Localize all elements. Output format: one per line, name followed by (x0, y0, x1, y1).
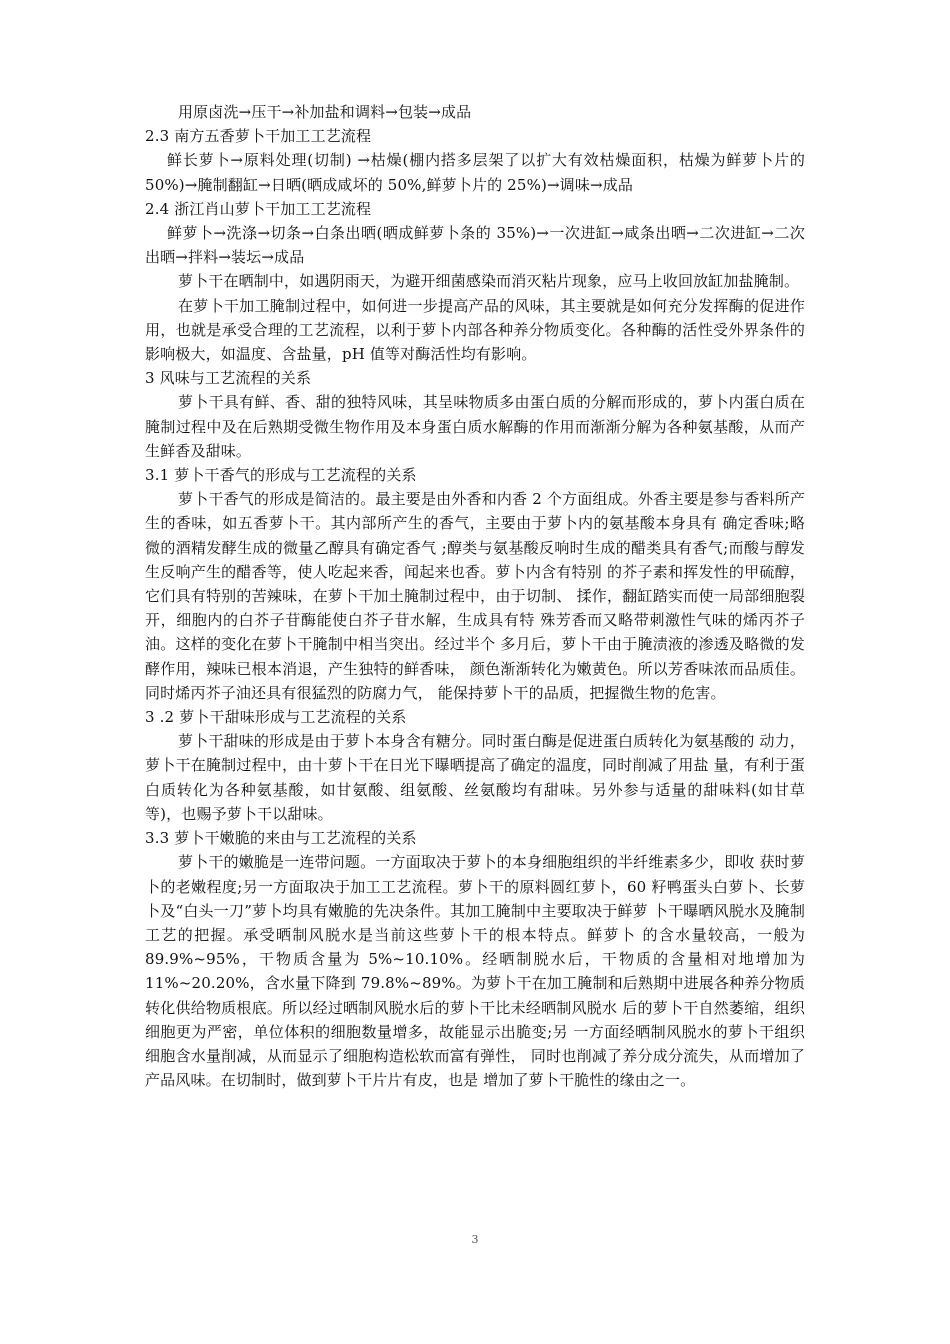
section-heading-2-3: 2.3 南方五香萝卜干加工工艺流程 (145, 127, 372, 146)
section-heading-3-3: 3.3 萝卜干嫩脆的来由与工艺流程的关系 (145, 829, 417, 848)
section-heading-3: 3 风味与工艺流程的关系 (145, 369, 312, 388)
section-heading-3-1: 3.1 萝卜干香气的形成与工艺流程的关系 (145, 466, 417, 485)
body-paragraph: 萝卜干甜味的形成是由于萝卜本身含有糖分。同时蛋白酶是促进蛋白质转化为氨基酸的 动力，萝卜干在腌制过程中，由十萝卜干在日光下曝晒提高了确定的温度，同时削减了用盐 量，有利于蛋白质转化为各种氨基酸，如甘氨酸、组氨酸、丝氨酸均有甜味。另外参与适量的甜味料(如甘草等)，也赐予萝卜干以甜味。 (145, 732, 805, 823)
body-paragraph: 萝卜干具有鲜、香、甜的独特风味，其呈味物质多由蛋白质的分解而形成的，萝卜内蛋白质在腌制过程中及在后熟期受微生物作用及本身蛋白质水解酶的作用而渐渐分解为各种氨基酸，从而产生鲜香及甜味。 (145, 393, 805, 460)
process-flow-text: 用原卤洗→压干→补加盐和调料→包装→成品 (178, 103, 472, 121)
page-number: 3 (471, 1233, 479, 1246)
body-paragraph: 萝卜干在晒制中，如遇阴雨天，为避开细菌感染而消灭粘片现象，应马上收回放缸加盐腌制。 (178, 272, 800, 291)
body-paragraph: 在萝卜干加工腌制过程中，如何进一步提高产品的风味，其主要就是如何充分发挥酶的促进作用，也就是承受合理的工艺流程，以利于萝卜内部各种养分物质变化。各种酶的活性受外界条件的影响极大，如温度、含盐量，pH 值等对酶活性均有影响。 (145, 296, 805, 364)
body-paragraph: 萝卜干香气的形成是简洁的。最主要是由外香和内香 2 个方面组成。外香主要是参与香料所产生的香味，如五香萝卜干。其内部所产生的香气，主要由于萝卜内的氨基酸本身具有 确定香味;略微的酒精发酵生成的微量乙醇具有确定香气 ;醇类与氨基酸反响时生成的醋类具有香气;而酸与醇发生反响产生的醋香等，使人吃起来香，闻起来也香。萝卜内含有特别 的芥子素和挥发性的甲硫醇，它们具有特别的苦辣味，在萝卜干加土腌制过程中，由于切制、 揉作，翻缸踏实而使一局部细胞裂开，细胞内的白芥子苷酶能使白芥子苷水解，生成具有特 殊芳香而又略带刺激性气味的烯丙芥子油。这样的变化在萝卜干腌制中相当突出。经过半个 多月后，萝卜干由于腌渍液的渗透及略微的发酵作用，辣味已根本消退，产生独特的鲜香味， 颜色渐渐转化为嫩黄色。所以芳香味浓而品质佳。同时烯丙芥子油还具有很猛烈的防腐力气， 能保持萝卜干的品质，把握微生物的危害。 (145, 490, 805, 702)
body-paragraph: 萝卜干的嫩脆是一连带问题。一方面取决于萝卜的本身细胞组织的半纤维素多少，即收 获时萝卜的老嫩程度;另一方面取决于加工工艺流程。萝卜干的原料圆红萝卜，60 籽鸭蛋头白萝卜、长萝卜及“白头一刀”萝卜均具有嫩脆的先决条件。其加工腌制中主要取决于鲜萝 卜干曝晒风脱水及腌制工艺的把握。承受晒制风脱水是当前这些萝卜干的根本特点。鲜萝卜 的含水量较高，一般为 89.9%~95%，干物质含量为 5%~10.10%。经晒制脱水后，干物质的含量相对地增加为 11%~20.20%，含水量下降到 79.8%~89%。为萝卜干在加工腌制和后熟期中进展各种养分物质转化供给物质根底。所以经过晒制风脱水后的萝卜干比未经晒制风脱水 后的萝卜干自然萎缩，组织细胞更为严密，单位体积的细胞数量增多，故能显示出脆变;另 一方面经晒制风脱水的萝卜干组织细胞含水量削减，从而显示了细胞构造松软而富有弹性， 同时也削减了养分成分流失，从而增加了产品风味。在切制时，做到萝卜干片片有皮，也是 增加了萝卜干脆性的缘由之一。 (145, 853, 805, 1090)
process-flow-text: 鲜萝卜→洗涤→切条→白条出晒(晒成鲜萝卜条的 35%)→一次进缸→咸条出晒→二次进缸→二次出晒→拌料→装坛→成品 (145, 224, 805, 267)
process-flow-text: 鲜长萝卜→原料处理(切制) →枯燥(棚内搭多层架了以扩大有效枯燥面积，枯燥为鲜萝卜片的 50%)→腌制翻缸→日晒(晒成咸坏的 50%,鲜萝卜片的 25%)→调味→成品 (145, 151, 805, 194)
document-body (145, 100, 805, 1092)
section-heading-2-4: 2.4 浙江肖山萝卜干加工工艺流程 (145, 199, 372, 218)
section-heading-3-2: 3 .2 萝卜干甜味形成与工艺流程的关系 (145, 708, 407, 727)
